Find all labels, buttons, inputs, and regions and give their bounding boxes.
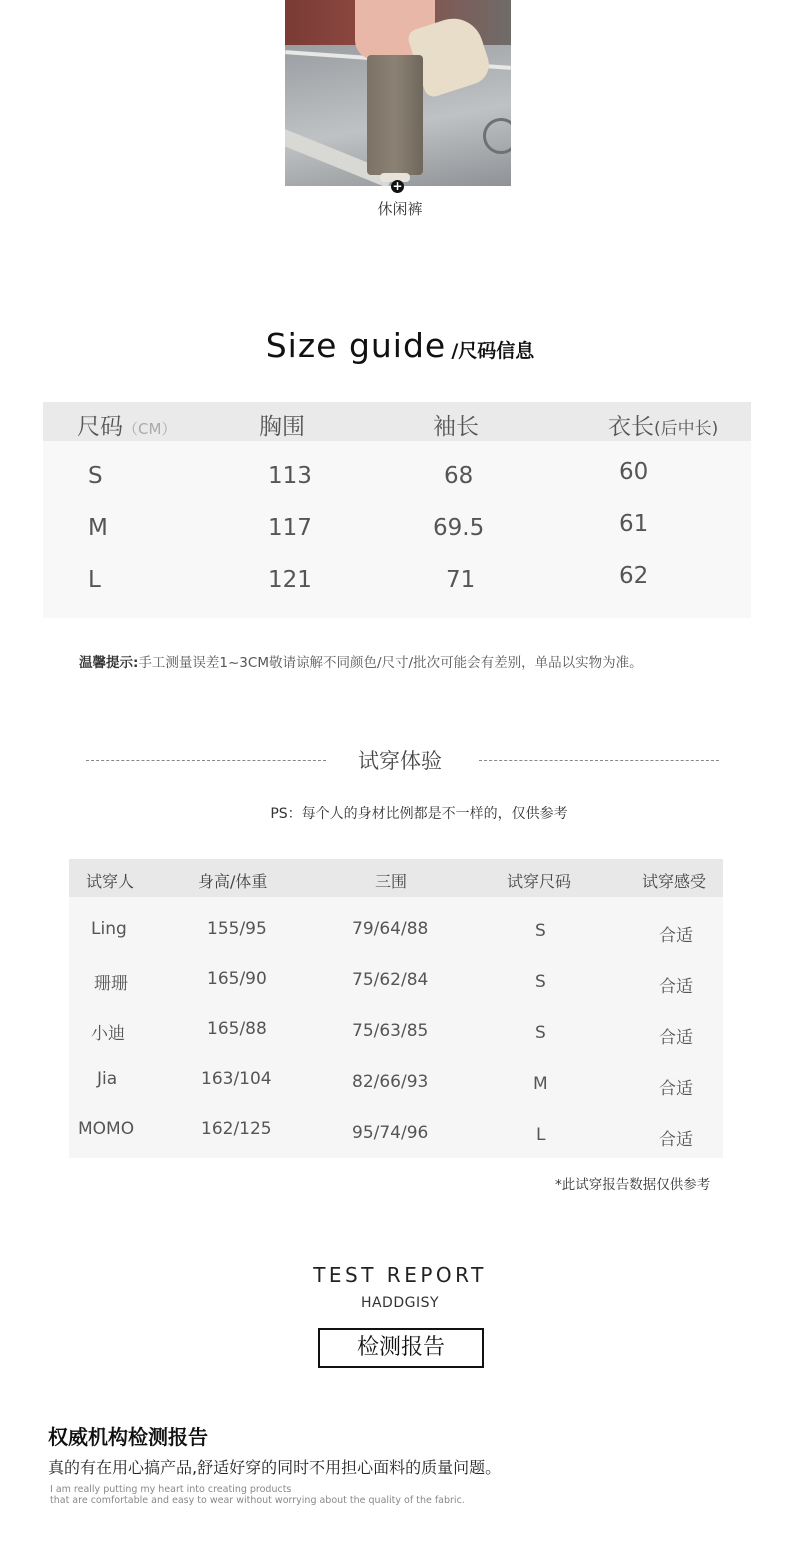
measurement-tip-text: 手工测量误差1~3CM敬请谅解不同颜色/尺寸/批次可能会有差别，单品以实物为准。	[138, 655, 643, 671]
size-guide-title-en: Size guide	[265, 326, 447, 365]
size-row-sleeve: 71	[446, 567, 476, 593]
try-row-measurements: 82/66/93	[352, 1072, 429, 1092]
size-row-length: 62	[619, 563, 649, 589]
brand-name: HADDGISY	[360, 1295, 440, 1311]
try-on-ps-note: PS：每个人的身材比例都是不一样的，仅供参考	[270, 806, 568, 822]
try-row-feeling: 合适	[659, 926, 693, 946]
size-row-sleeve: 68	[444, 463, 474, 489]
try-row-height-weight: 165/90	[207, 969, 267, 989]
authority-report-title: 权威机构检测报告	[48, 1425, 208, 1449]
try-row-size: S	[535, 972, 546, 992]
size-guide-title	[0, 326, 800, 365]
size-row-size: L	[88, 567, 101, 593]
measurement-tip	[79, 651, 643, 671]
size-row-chest: 113	[268, 463, 312, 489]
try-row-measurements: 95/74/96	[352, 1123, 429, 1143]
size-row-size: M	[88, 515, 108, 541]
try-row-size: M	[533, 1074, 548, 1094]
try-row-size: L	[536, 1125, 546, 1145]
size-header-size	[77, 408, 176, 441]
test-report-title: TEST REPORT	[313, 1263, 487, 1287]
measurement-tip-label: 温馨提示:	[79, 655, 139, 671]
try-row-height-weight: 165/88	[207, 1019, 267, 1039]
size-header-length	[608, 408, 718, 441]
product-photo	[285, 0, 511, 186]
try-row-measurements: 79/64/88	[352, 919, 429, 939]
try-row-feeling: 合适	[659, 1079, 693, 1099]
size-row-sleeve: 69.5	[433, 515, 485, 541]
size-header-length-note: (后中长)	[654, 419, 719, 439]
try-header-person: 试穿人	[86, 872, 135, 891]
try-header-height-weight: 身高/体重	[198, 872, 268, 891]
try-row-height-weight: 163/104	[201, 1069, 272, 1089]
authority-report-description: 真的有在用心搞产品,舒适好穿的同时不用担心面料的质量问题。	[48, 1458, 502, 1477]
size-row-size: S	[88, 463, 103, 489]
try-header-size: 试穿尺码	[507, 872, 572, 891]
try-row-feeling: 合适	[659, 1130, 693, 1150]
photo-manhole	[483, 118, 511, 154]
size-row-chest: 117	[268, 515, 312, 541]
try-row-person: Ling	[91, 919, 127, 939]
try-on-footnote: *此试穿报告数据仅供参考	[555, 1177, 711, 1193]
try-row-person: MOMO	[78, 1119, 135, 1139]
plus-circle-icon[interactable]: +	[392, 179, 403, 193]
size-header-chest: 胸围	[259, 414, 305, 440]
try-row-height-weight: 155/95	[207, 919, 267, 939]
size-header-length-label: 衣长	[608, 414, 654, 440]
test-report-button[interactable]: 检测报告	[318, 1328, 484, 1368]
size-table	[43, 402, 751, 618]
try-row-feeling: 合适	[659, 1028, 693, 1048]
try-row-measurements: 75/62/84	[352, 970, 429, 990]
try-on-title: 试穿体验	[358, 749, 442, 773]
try-row-feeling: 合适	[659, 977, 693, 997]
size-row-length: 61	[619, 511, 649, 537]
try-row-person: Jia	[97, 1069, 118, 1089]
authority-report-english-line1: I am really putting my heart into creating products	[50, 1484, 292, 1495]
photo-caption: 休闲裤	[377, 200, 423, 218]
try-on-table	[69, 859, 723, 1158]
size-header-size-label: 尺码	[77, 414, 123, 440]
size-header-unit: （CM）	[123, 420, 177, 438]
try-row-person: 小迪	[91, 1024, 125, 1044]
try-row-height-weight: 162/125	[201, 1119, 272, 1139]
size-guide-title-cn: /尺码信息	[451, 340, 535, 362]
size-header-sleeve: 袖长	[433, 414, 479, 440]
size-row-length: 60	[619, 459, 649, 485]
try-header-measurements: 三围	[375, 872, 408, 891]
try-row-size: S	[535, 921, 546, 941]
try-row-size: S	[535, 1023, 546, 1043]
photo-pants	[367, 55, 423, 175]
authority-report-english	[50, 1484, 465, 1506]
divider-right	[479, 760, 719, 761]
authority-report-english-line2: that are comfortable and easy to wear without worrying about the quality of the fabric.	[50, 1495, 465, 1506]
size-row-chest: 121	[268, 567, 312, 593]
try-row-measurements: 75/63/85	[352, 1021, 429, 1041]
try-row-person: 珊珊	[94, 974, 128, 994]
try-header-feeling: 试穿感受	[642, 872, 707, 891]
